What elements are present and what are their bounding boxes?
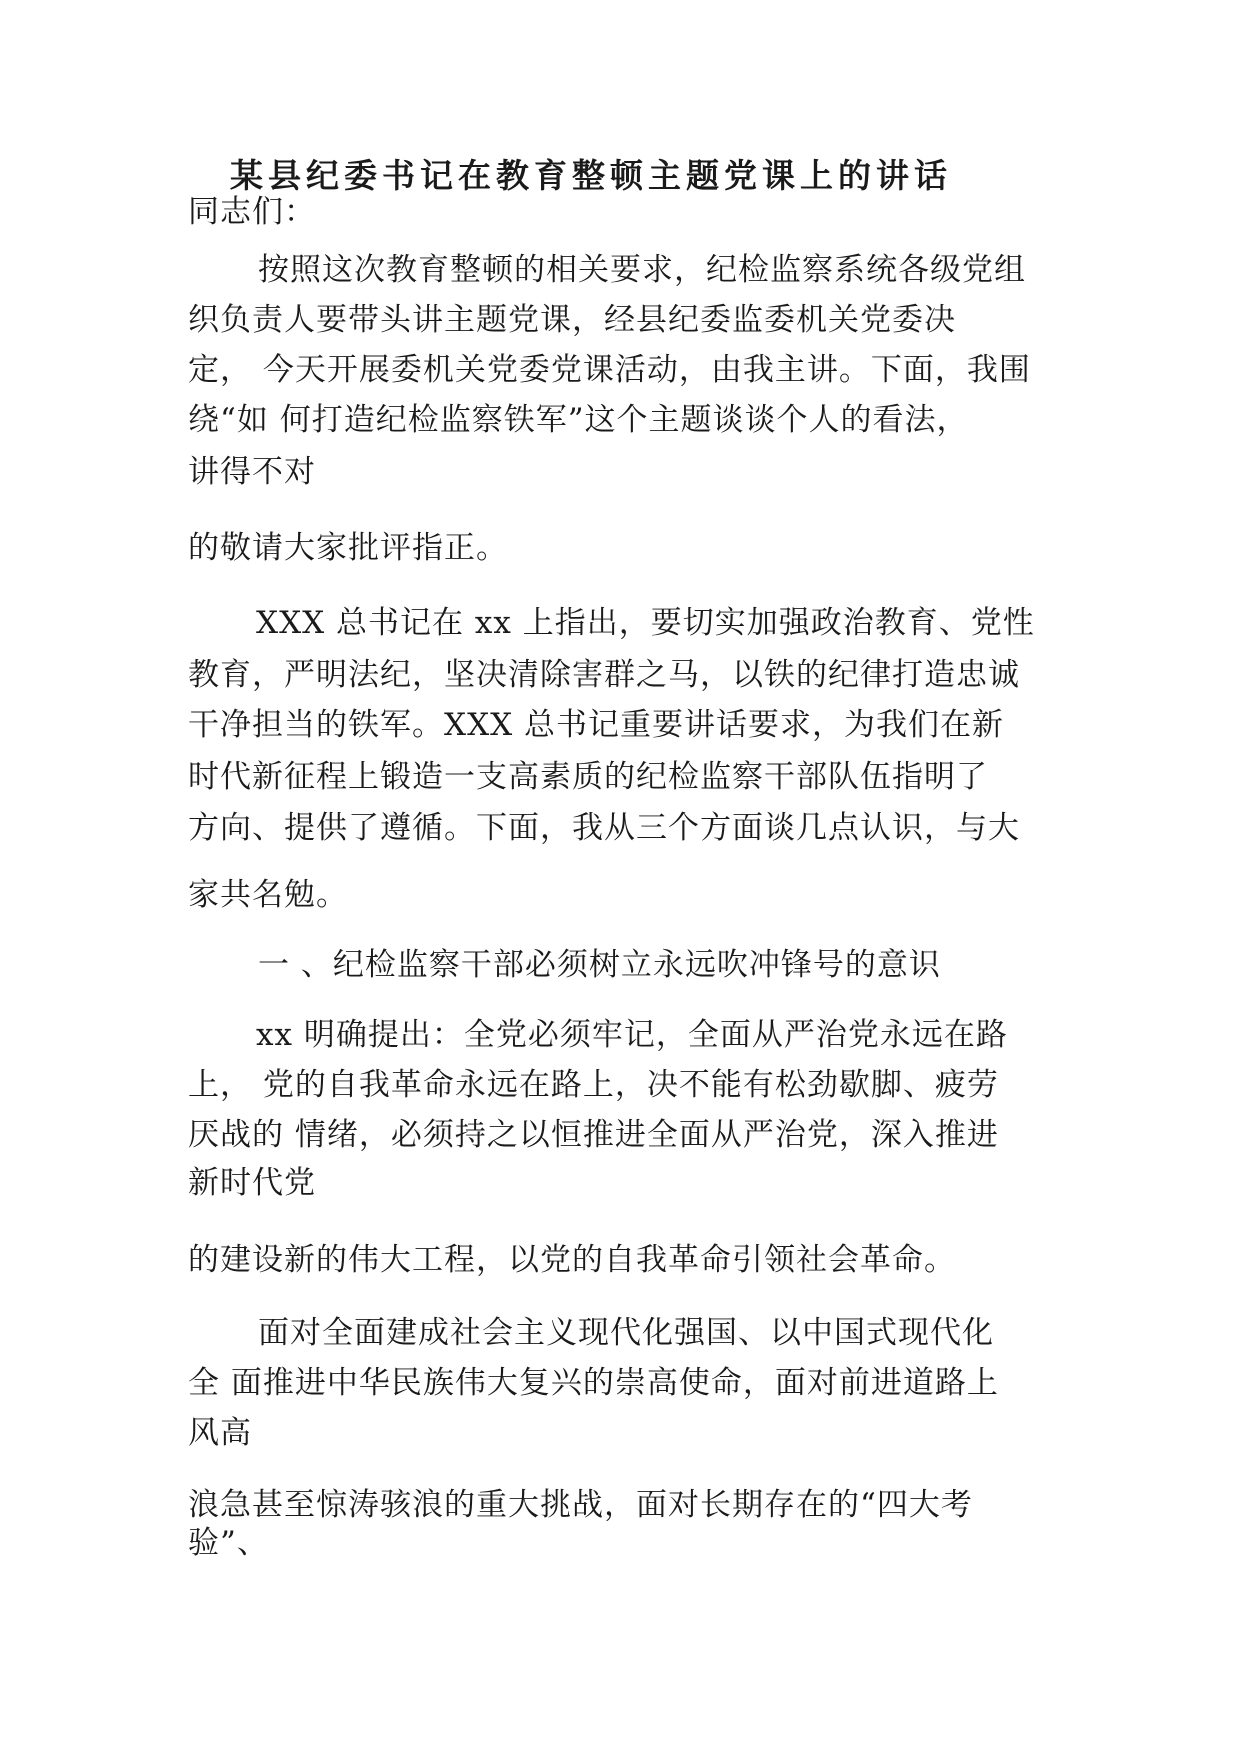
paragraph-line: 的建设新的伟大工程，以党的自我革命引领社会革命。 <box>188 1242 956 1278</box>
paragraph-line: 新时代党 <box>188 1165 316 1201</box>
paragraph-line: 同志们： <box>188 194 316 230</box>
paragraph-line: 上， 党的自我革命永远在路上，决不能有松劲歇脚、疲劳 <box>188 1067 999 1103</box>
paragraph-line: 验”、 <box>188 1525 269 1561</box>
paragraph-line: 厌战的 情绪，必须持之以恒推进全面从严治党，深入推进 <box>188 1117 999 1153</box>
paragraph-line: 干净担当的铁军。XXX 总书记重要讲话要求，为我们在新 <box>188 707 1005 743</box>
paragraph-line: 时代新征程上锻造一支高素质的纪检监察干部队伍指明了 <box>188 759 988 795</box>
paragraph-line: 定， 今天开展委机关党委党课活动，由我主讲。下面，我围 <box>188 352 1031 388</box>
paragraph-line: 全 面推进中华民族伟大复兴的崇高使命，面对前进道路上 <box>188 1365 999 1401</box>
paragraph-line: 浪急甚至惊涛骇浪的重大挑战，面对长期存在的“四大考 <box>188 1487 973 1523</box>
paragraph-line: 按照这次教育整顿的相关要求，纪检监察系统各级党组 <box>258 252 1026 288</box>
paragraph-line: 讲得不对 <box>188 454 316 490</box>
paragraph-line: 风高 <box>188 1415 252 1451</box>
paragraph-line: 教育，严明法纪，坚决清除害群之马，以铁的纪律打造忠诚 <box>188 657 1020 693</box>
paragraph-line: 面对全面建成社会主义现代化强国、以中国式现代化 <box>258 1315 994 1351</box>
document-title: 某县纪委书记在教育整顿主题党课上的讲话 <box>230 156 952 195</box>
paragraph-line: 的敬请大家批评指正。 <box>188 530 508 566</box>
paragraph-line: 织负责人要带头讲主题党课，经县纪委监委机关党委决 <box>188 302 956 338</box>
paragraph-line: 方向、提供了遵循。下面，我从三个方面谈几点认识，与大 <box>188 810 1020 846</box>
paragraph-line: xx 明确提出：全党必须牢记，全面从严治党永远在路 <box>256 1017 1008 1053</box>
section-heading: 一 、纪检监察干部必须树立永远吹冲锋号的意识 <box>258 947 941 983</box>
paragraph-line: 绕“如 何打造纪检监察铁军”这个主题谈谈个人的看法， <box>188 402 969 438</box>
paragraph-line: 家共名勉。 <box>188 877 348 913</box>
paragraph-line: XXX 总书记在 xx 上指出，要切实加强政治教育、党性 <box>256 605 1035 641</box>
